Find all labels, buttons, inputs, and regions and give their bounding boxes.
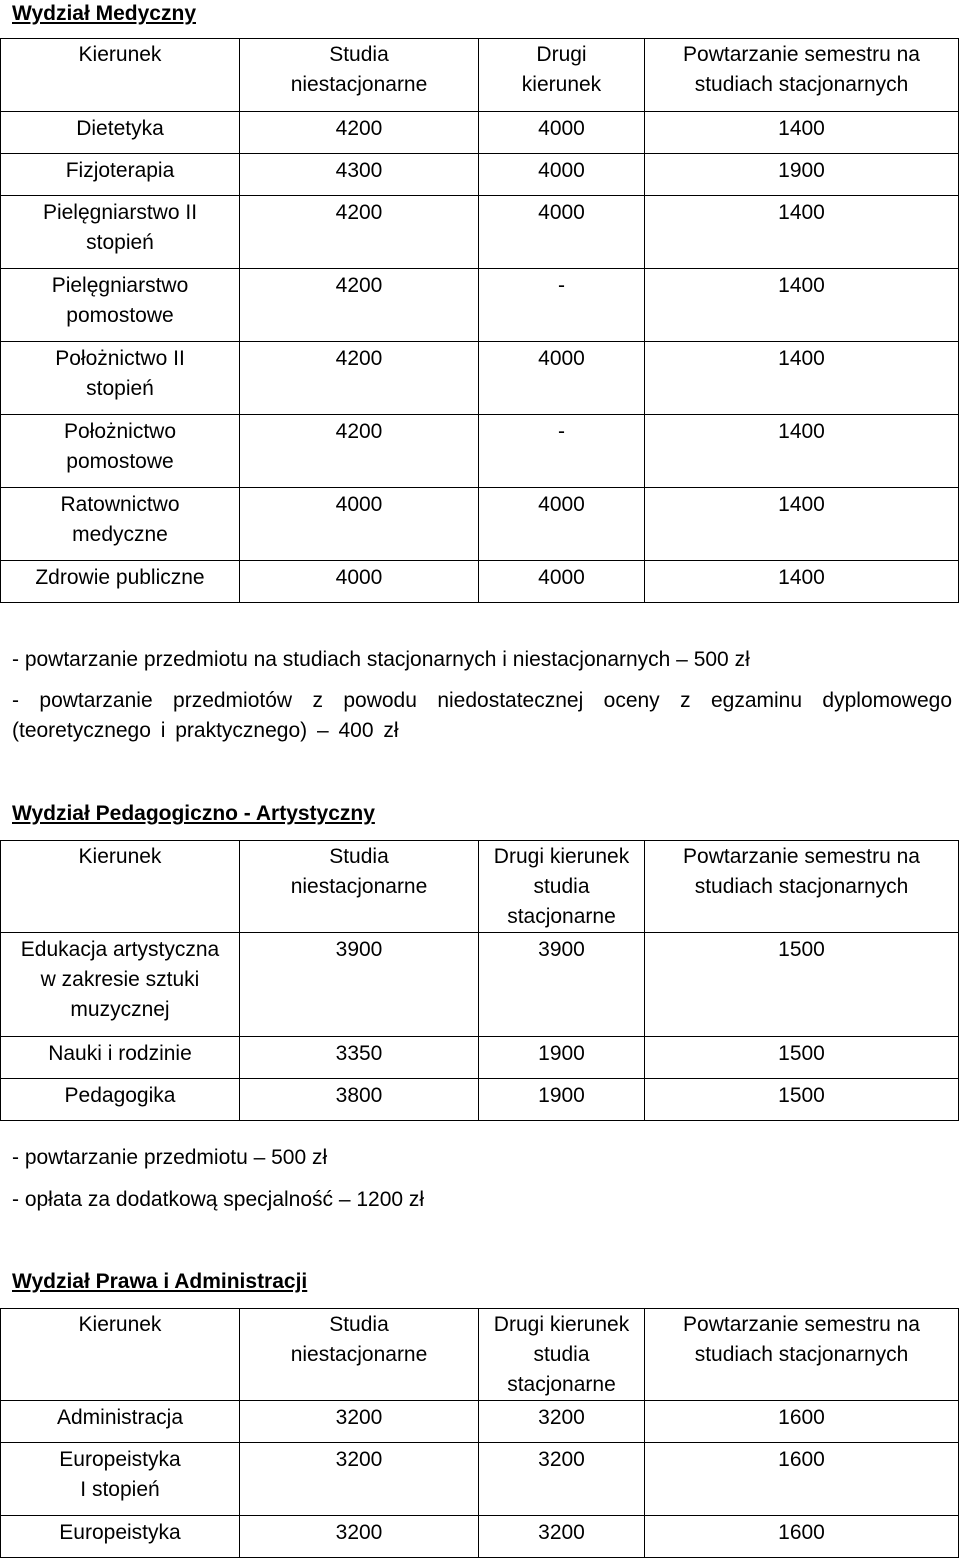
cell-kierunek: Pielęgniarstwo II stopień (1, 196, 240, 269)
table-row (1, 1037, 959, 1079)
table-row (1, 269, 959, 342)
cell-powtarzanie: 1400 (645, 415, 959, 488)
note: - powtarzanie przedmiotów z powodu niedostatecznej oceny z egzaminu dyplomowego (teoretycznego i praktycznego) – 400 zł (12, 689, 952, 742)
cell-kierunek: Europeistyka I stopień (1, 1443, 240, 1516)
header-kierunek: Kierunek (1, 841, 240, 933)
cell-drugi-kierunek: 4000 (479, 561, 645, 603)
table-row (1, 154, 959, 196)
cell-drugi-kierunek: 4000 (479, 154, 645, 196)
cell-niestacjonarne: 3350 (240, 1037, 479, 1079)
cell-powtarzanie: 1500 (645, 933, 959, 1037)
cell-kierunek: Europeistyka (1, 1516, 240, 1558)
fee-table (0, 840, 959, 1121)
cell-drugi-kierunek: 3200 (479, 1443, 645, 1516)
cell-drugi-kierunek: 3900 (479, 933, 645, 1037)
cell-drugi-kierunek: 4000 (479, 196, 645, 269)
cell-drugi-kierunek: 4000 (479, 488, 645, 561)
cell-niestacjonarne: 3200 (240, 1401, 479, 1443)
table-row (1, 933, 959, 1037)
header-kierunek: Kierunek (1, 1309, 240, 1401)
header-kierunek: Kierunek (1, 39, 240, 112)
fee-table (0, 38, 959, 603)
cell-niestacjonarne: 3800 (240, 1079, 479, 1121)
cell-niestacjonarne: 3900 (240, 933, 479, 1037)
cell-drugi-kierunek: - (479, 415, 645, 488)
table-row (1, 1401, 959, 1443)
cell-drugi-kierunek: - (479, 269, 645, 342)
note: - powtarzanie przedmiotu na studiach stacjonarnych i niestacjonarnych – 500 zł (12, 648, 750, 671)
table-row (1, 1516, 959, 1558)
cell-powtarzanie: 1400 (645, 112, 959, 154)
table-row (1, 1079, 959, 1121)
table-header-row (1, 39, 959, 112)
cell-drugi-kierunek: 3200 (479, 1401, 645, 1443)
cell-kierunek: Nauki i rodzinie (1, 1037, 240, 1079)
cell-kierunek: Pielęgniarstwo pomostowe (1, 269, 240, 342)
cell-niestacjonarne: 4200 (240, 342, 479, 415)
cell-powtarzanie: 1400 (645, 196, 959, 269)
section-title: Wydział Prawa i Administracji (12, 1270, 308, 1293)
cell-drugi-kierunek: 4000 (479, 342, 645, 415)
cell-powtarzanie: 1500 (645, 1037, 959, 1079)
section-title: Wydział Pedagogiczno - Artystyczny (12, 802, 375, 825)
cell-niestacjonarne: 4200 (240, 269, 479, 342)
table-row (1, 488, 959, 561)
cell-powtarzanie: 1400 (645, 488, 959, 561)
cell-powtarzanie: 1500 (645, 1079, 959, 1121)
section-title: Wydział Medyczny (12, 2, 196, 25)
cell-drugi-kierunek: 4000 (479, 112, 645, 154)
header-powtarzanie-semestru: Powtarzanie semestru na studiach stacjonarnych (645, 1309, 959, 1401)
cell-powtarzanie: 1600 (645, 1516, 959, 1558)
cell-drugi-kierunek: 1900 (479, 1037, 645, 1079)
header-drugi-kierunek: Drugi kierunek studia stacjonarne (479, 1309, 645, 1401)
table-row (1, 1443, 959, 1516)
cell-powtarzanie: 1600 (645, 1401, 959, 1443)
cell-kierunek: Pedagogika (1, 1079, 240, 1121)
header-powtarzanie-semestru: Powtarzanie semestru na studiach stacjonarnych (645, 39, 959, 112)
header-drugi-kierunek: Drugi kierunek studia stacjonarne (479, 841, 645, 933)
cell-kierunek: Edukacja artystyczna w zakresie sztuki muzycznej (1, 933, 240, 1037)
cell-drugi-kierunek: 3200 (479, 1516, 645, 1558)
table-row (1, 112, 959, 154)
note: - opłata za dodatkową specjalność – 1200 zł (12, 1188, 425, 1211)
cell-niestacjonarne: 4200 (240, 196, 479, 269)
cell-niestacjonarne: 4200 (240, 112, 479, 154)
cell-kierunek: Położnictwo pomostowe (1, 415, 240, 488)
note: - powtarzanie przedmiotu – 500 zł (12, 1146, 328, 1169)
table-header-row (1, 1309, 959, 1401)
cell-powtarzanie: 1400 (645, 342, 959, 415)
header-drugi-kierunek: Drugi kierunek (479, 39, 645, 112)
cell-niestacjonarne: 4000 (240, 561, 479, 603)
cell-kierunek: Ratownictwo medyczne (1, 488, 240, 561)
header-powtarzanie-semestru: Powtarzanie semestru na studiach stacjonarnych (645, 841, 959, 933)
cell-niestacjonarne: 4000 (240, 488, 479, 561)
cell-drugi-kierunek: 1900 (479, 1079, 645, 1121)
header-studia-niestacjonarne: Studia niestacjonarne (240, 39, 479, 112)
table-row (1, 342, 959, 415)
cell-kierunek: Położnictwo II stopień (1, 342, 240, 415)
table-header-row (1, 841, 959, 933)
cell-powtarzanie: 1900 (645, 154, 959, 196)
table-row (1, 415, 959, 488)
cell-powtarzanie: 1600 (645, 1443, 959, 1516)
cell-kierunek: Administracja (1, 1401, 240, 1443)
cell-kierunek: Fizjoterapia (1, 154, 240, 196)
header-studia-niestacjonarne: Studia niestacjonarne (240, 1309, 479, 1401)
table-row (1, 561, 959, 603)
fee-table (0, 1308, 959, 1558)
cell-niestacjonarne: 4200 (240, 415, 479, 488)
cell-niestacjonarne: 3200 (240, 1443, 479, 1516)
cell-niestacjonarne: 3200 (240, 1516, 479, 1558)
header-studia-niestacjonarne: Studia niestacjonarne (240, 841, 479, 933)
cell-powtarzanie: 1400 (645, 561, 959, 603)
table-row (1, 196, 959, 269)
cell-niestacjonarne: 4300 (240, 154, 479, 196)
cell-powtarzanie: 1400 (645, 269, 959, 342)
cell-kierunek: Dietetyka (1, 112, 240, 154)
cell-kierunek: Zdrowie publiczne (1, 561, 240, 603)
